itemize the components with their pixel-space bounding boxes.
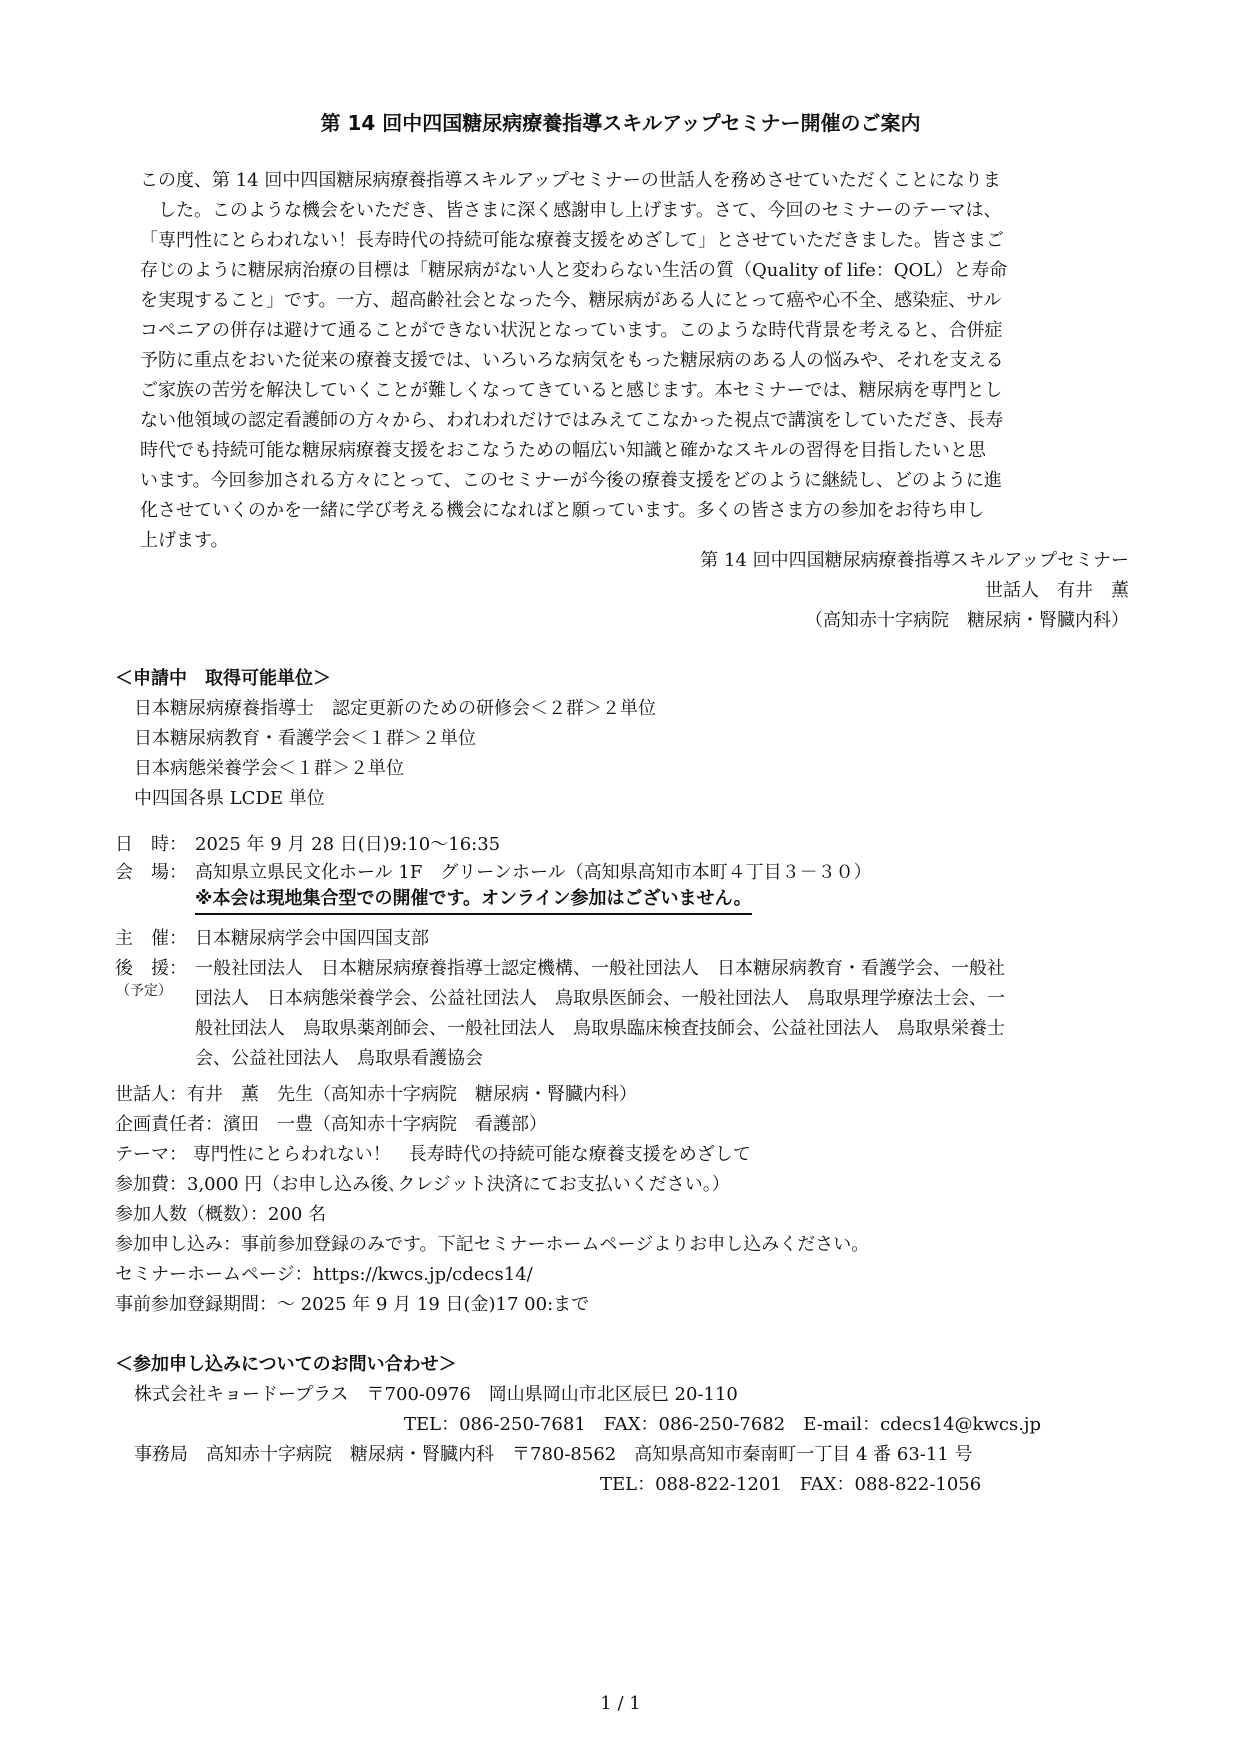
venue-value: 高知県立県民文化ホール 1F グリーンホール（高知県高知市本町４丁目３－３０） (195, 862, 872, 883)
signature-organizer: 世話人 有井 薫 (985, 580, 1129, 601)
date-value: 2025 年 9 月 28 日(日)9:10～16:35 (195, 834, 501, 855)
intro-line: この度、第 14 回中四国糖尿病療養指導スキルアップセミナーの世話人を務めさせていただくことになりま (140, 170, 1001, 191)
intro-line: 化させていくのかを一緒に学び考える機会になればと願っています。多くの皆さま方の参加をお待ち申し (140, 500, 985, 521)
host-label: 主 催： (115, 928, 187, 949)
intro-line: した。このような機会をいただき、皆さまに深く感謝申し上げます。さて、今回のセミナーのテーマは、 (158, 200, 1002, 221)
intro-line: ご家族の苦労を解決していくことが難しくなってきていると感じます。本セミナーでは、糖尿病を専門とし (140, 380, 1003, 401)
venue-notice: ※本会は現地集合型での開催です。オンライン参加はございません。 (195, 886, 752, 915)
signature-affiliation: （高知赤十字病院 糖尿病・腎臓内科） (805, 610, 1129, 631)
intro-line: 上げます。 (140, 530, 229, 551)
theme-row: テーマ： 専門性にとらわれない！ 長寿時代の持続可能な療養支援をめざして (115, 1144, 751, 1165)
page-title: 第 14 回中四国糖尿病療養指導スキルアップセミナー開催のご案内 (320, 111, 921, 135)
venue-label: 会 場： (115, 862, 187, 883)
intro-line: 予防に重点をおいた従来の療養支援では、いろいろな病気をもった糖尿病のある人の悩みや、それを支える (140, 350, 1004, 371)
capacity-row: 参加人数（概数）：200 名 (115, 1204, 327, 1225)
credits-heading: ＜申請中 取得可能単位＞ (115, 668, 331, 689)
homepage-row: セミナーホームページ：https://kwcs.jp/cdecs14/ (115, 1264, 533, 1285)
credit-item: 日本糖尿病教育・看護学会＜１群＞２単位 (134, 728, 476, 749)
intro-line: ない他領域の認定看護師の方々から、われわれだけではみえてこなかった視点で講演をしていただき、長寿 (140, 410, 1004, 431)
intro-line: コペニアの併存は避けて通ることができない状況となっています。このような時代背景を考えると、合併症 (140, 320, 1003, 341)
deadline-row: 事前参加登録期間：～ 2025 年 9 月 19 日(金)17 00:まで (115, 1294, 590, 1315)
support-line: 団法人 日本病態栄養学会、公益社団法人 鳥取県医師会、一般社団法人 鳥取県理学療法士会、一 (195, 988, 1005, 1009)
intro-line: を実現すること」です。一方、超高齢社会となった今、糖尿病がある人にとって癌や心不全、感染症、サル (140, 290, 1002, 311)
intro-line: 時代でも持続可能な糖尿病療養支援をおこなうための幅広い知識と確かなスキルの習得を目指したいと思 (140, 440, 986, 461)
registration-row: 参加申し込み：事前参加登録のみです。下記セミナーホームページよりお申し込みください。 (115, 1234, 870, 1255)
credit-item: 日本糖尿病療養指導士 認定更新のための研修会＜２群＞２単位 (134, 698, 656, 719)
support-label: 後 援： (115, 958, 187, 979)
office-contact: TEL：088-822-1201 FAX：088-822-1056 (600, 1474, 982, 1495)
company-line: 株式会社キョードープラス 〒700-0976 岡山県岡山市北区辰巳 20-110 (134, 1384, 738, 1405)
intro-paragraph (140, 166, 1130, 556)
support-list (195, 954, 1135, 1074)
signature-seminar: 第 14 回中四国糖尿病療養指導スキルアップセミナー (700, 550, 1129, 571)
support-line: 一般社団法人 日本糖尿病療養指導士認定機構、一般社団法人 日本糖尿病教育・看護学会、一般社 (195, 958, 1005, 979)
company-contact: TEL：086-250-7681 FAX：086-250-7682 E-mail：cdecs14@kwcs.jp (404, 1414, 1042, 1435)
page-number: 1 / 1 (600, 1693, 641, 1714)
host-value: 日本糖尿病学会中国四国支部 (195, 928, 429, 949)
organizer-row: 世話人：有井 薫 先生（高知赤十字病院 糖尿病・腎臓内科） (115, 1084, 637, 1105)
credit-item: 日本病態栄養学会＜１群＞２単位 (134, 758, 404, 779)
support-line: 会、公益社団法人 鳥取県看護協会 (195, 1048, 483, 1069)
support-sublabel: （予定） (116, 983, 172, 999)
date-label: 日 時： (115, 834, 187, 855)
credit-item: 中四国各県 LCDE 単位 (134, 788, 325, 809)
support-line: 般社団法人 鳥取県薬剤師会、一般社団法人 鳥取県臨床検査技師会、公益社団法人 鳥取県栄養士 (195, 1018, 1005, 1039)
planner-row: 企画責任者：濱田 一豊（高知赤十字病院 看護部） (115, 1114, 547, 1135)
contact-heading: ＜参加申し込みについてのお問い合わせ＞ (115, 1354, 457, 1375)
office-line: 事務局 高知赤十字病院 糖尿病・腎臓内科 〒780-8562 高知県高知市秦南町一丁目 4 番 63-11 号 (134, 1444, 973, 1465)
intro-line: 存じのように糖尿病治療の目標は「糖尿病がない人と変わらない生活の質（Quality of life：QOL）と寿命 (140, 260, 1008, 281)
fee-row: 参加費：3,000 円（お申し込み後､クレジット決済にてお支払いください。） (115, 1174, 730, 1195)
intro-line: 「専門性にとらわれない！長寿時代の持続可能な療養支援をめざして」とさせていただきました。皆さまご (140, 230, 1004, 251)
intro-line: います。今回参加される方々にとって、このセミナーが今後の療養支援をどのように継続し、どのように進 (140, 470, 1002, 491)
